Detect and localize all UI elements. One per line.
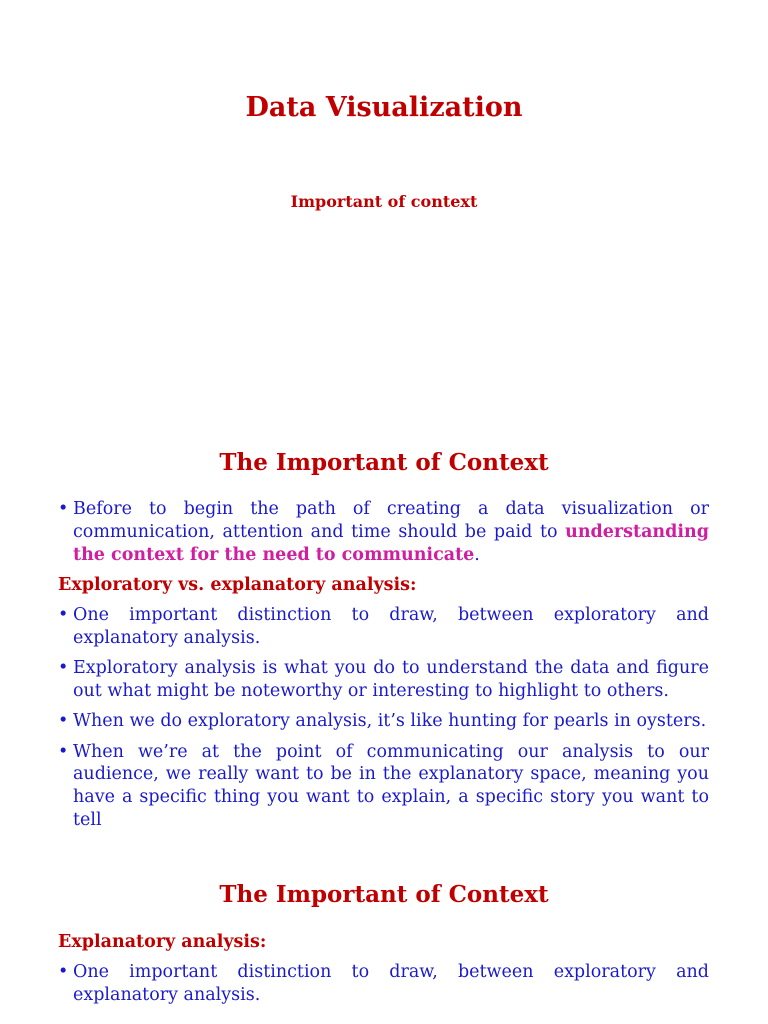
slide2-bullet: • One important distinction to draw, between exploratory and explanatory analysis.	[58, 604, 709, 650]
slide3-bullet: • One important distinction to draw, between exploratory and explanatory analysis.	[58, 961, 709, 1007]
slide2-bullet: • When we do exploratory analysis, it’s like hunting for pearls in oysters.	[58, 710, 709, 733]
slide2-bullet: • When we’re at the point of communicating our analysis to our audience, we really want to be in the explanatory space, meaning you have a specific thing you want to explain, a specific story you want to tell	[58, 741, 709, 832]
slide2-intro-bullet	[58, 498, 709, 566]
slide2-heading: The Important of Context	[219, 449, 549, 476]
slide3-sub-heading: Explanatory analysis:	[58, 932, 267, 952]
intro-highlight: understanding the context for the need to communicate	[73, 521, 709, 565]
slide3-content	[58, 931, 709, 1014]
slide3-heading: The Important of Context	[219, 881, 549, 908]
slide2-content	[58, 498, 709, 839]
slide2-sub-heading: Exploratory vs. explanatory analysis:	[58, 574, 417, 595]
slide1-subtitle: Important of context	[290, 192, 478, 211]
slide1-title: Data Visualization	[245, 92, 523, 123]
slide2-bullet: • Exploratory analysis is what you do to understand the data and figure out what might be noteworthy or interesting to highlight to others.	[58, 657, 709, 703]
intro-text-before: Before to begin the path of creating a data visualization or communication, attention and time should be paid to	[73, 499, 709, 542]
intro-text-after: .	[474, 544, 480, 565]
